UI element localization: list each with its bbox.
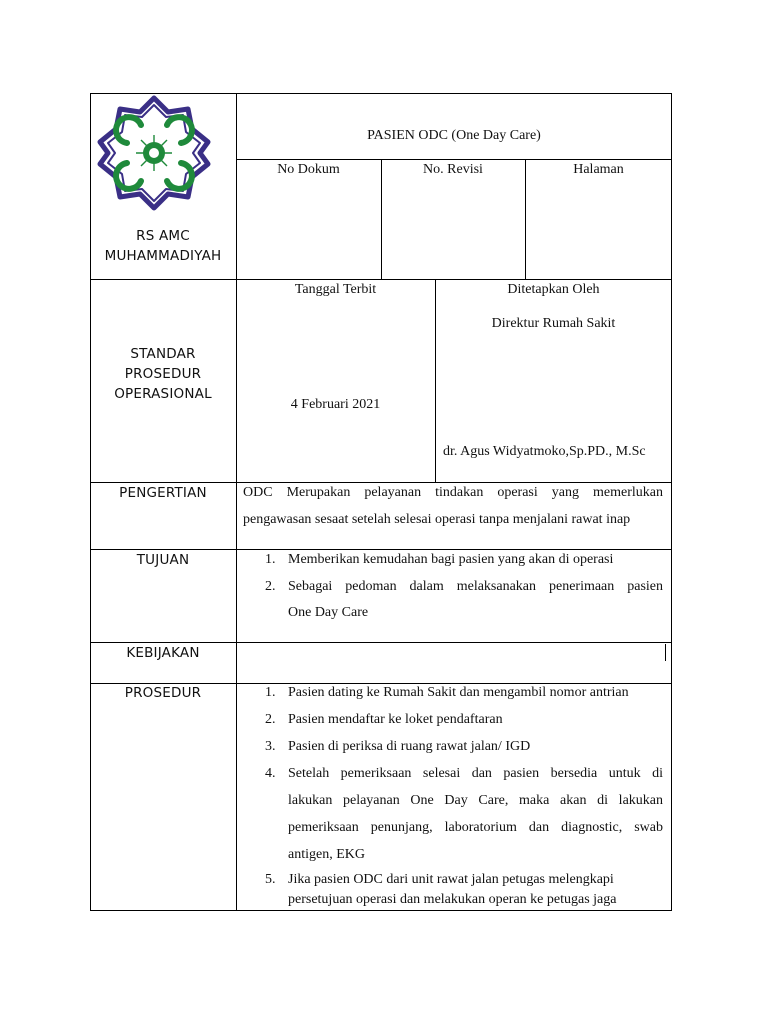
tujuan-item-2-line1: Sebagai pedoman dalam melaksanakan penerimaan pasien	[288, 579, 663, 594]
list-number: 2.	[265, 579, 276, 594]
sop-label-line2: PROSEDUR	[124, 366, 202, 382]
sop-label-line3: OPERASIONAL	[114, 386, 212, 402]
hospital-logo	[97, 95, 211, 211]
org-name-line1: RS AMC	[136, 228, 190, 244]
table-divider	[236, 159, 672, 160]
tujuan-label: TUJUAN	[136, 552, 190, 568]
tanggal-terbit-label: Tanggal Terbit	[294, 282, 377, 297]
prosedur-label: PROSEDUR	[124, 685, 202, 701]
org-name-line2: MUHAMMADIYAH	[104, 248, 222, 264]
prosedur-item-5-line2: persetujuan operasi dan melakukan operan ke petugas jaga	[288, 892, 617, 907]
text-cursor	[665, 644, 666, 661]
pengertian-text-line1: ODC Merupakan pelayanan tindakan operasi yang memerlukan	[243, 485, 663, 500]
pengertian-label: PENGERTIAN	[119, 485, 207, 501]
prosedur-item-4-line4: antigen, EKG	[288, 847, 365, 862]
prosedur-item-4-line2: lakukan pelayanan One Day Care, maka akan di lakukan	[288, 793, 663, 808]
list-number: 1.	[265, 552, 276, 567]
pengertian-text-line2: pengawasan sesaat setelah selesai operasi tanpa menjalani rawat inap	[243, 512, 631, 527]
ditetapkan-label: Ditetapkan Oleh	[507, 282, 600, 297]
no-dokum-label: No Dokum	[277, 162, 340, 177]
list-number: 5.	[265, 872, 276, 887]
prosedur-item-2: Pasien mendaftar ke loket pendaftaran	[288, 712, 503, 727]
table-divider	[90, 549, 672, 550]
prosedur-item-3: Pasien di periksa di ruang rawat jalan/ IGD	[288, 739, 531, 754]
tujuan-item-2-line2: One Day Care	[288, 605, 369, 620]
list-number: 4.	[265, 766, 276, 781]
table-divider	[236, 93, 237, 911]
table-divider	[90, 482, 672, 483]
table-divider	[90, 279, 672, 280]
prosedur-item-5-line1: Jika pasien ODC dari unit rawat jalan petugas melengkapi	[288, 872, 614, 887]
list-number: 2.	[265, 712, 276, 727]
table-divider	[90, 642, 672, 643]
ditetapkan-role: Direktur Rumah Sakit	[491, 316, 616, 331]
table-divider	[435, 279, 436, 482]
tujuan-item-1: Memberikan kemudahan bagi pasien yang akan di operasi	[288, 552, 614, 567]
list-number: 1.	[265, 685, 276, 700]
director-name: dr. Agus Widyatmoko,Sp.PD., M.Sc	[443, 444, 646, 459]
halaman-label: Halaman	[573, 162, 624, 177]
no-revisi-label: No. Revisi	[423, 162, 483, 177]
prosedur-item-4-line1: Setelah pemeriksaan selesai dan pasien bersedia untuk di	[288, 766, 663, 781]
prosedur-item-4-line3: pemeriksaan penunjang, laboratorium dan diagnostic, swab	[288, 820, 663, 835]
list-number: 3.	[265, 739, 276, 754]
document-title: PASIEN ODC (One Day Care)	[367, 128, 541, 143]
kebijakan-label: KEBIJAKAN	[126, 645, 200, 661]
prosedur-item-1: Pasien dating ke Rumah Sakit dan mengambil nomor antrian	[288, 685, 629, 700]
sop-label-line1: STANDAR	[130, 346, 196, 362]
tanggal-terbit-value: 4 Februari 2021	[290, 397, 381, 412]
